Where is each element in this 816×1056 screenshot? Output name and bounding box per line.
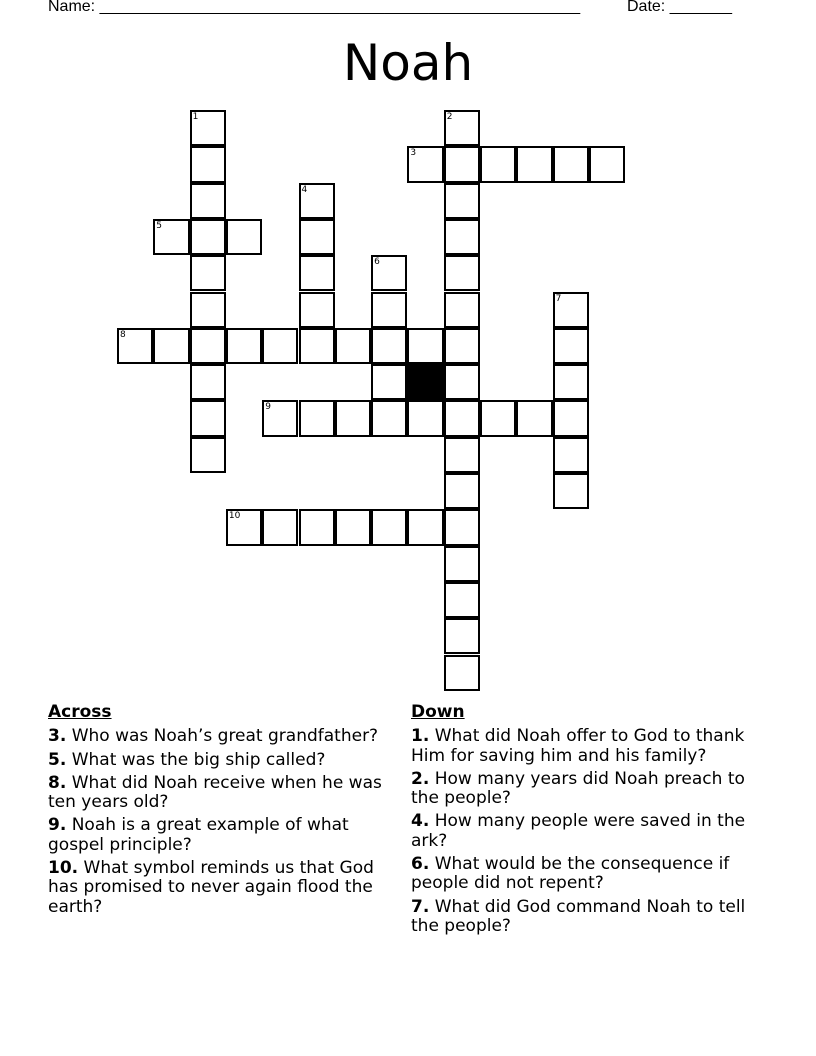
clue-number: 6.: [411, 854, 430, 875]
crossword-cell[interactable]: [335, 400, 371, 436]
crossword-cell[interactable]: [444, 219, 480, 255]
crossword-cell[interactable]: [444, 618, 480, 654]
down-clue: [411, 812, 756, 851]
clue-number-label: 1: [192, 112, 199, 122]
crossword-cell[interactable]: [444, 183, 480, 219]
crossword-cell[interactable]: [553, 364, 589, 400]
crossword-cell[interactable]: [516, 400, 552, 436]
crossword-cell[interactable]: [480, 146, 516, 182]
down-clue: [411, 770, 756, 809]
clue-number-label: 5: [156, 220, 163, 231]
crossword-cell[interactable]: [444, 582, 480, 618]
crossword-cell[interactable]: [335, 509, 371, 545]
down-clue: [411, 855, 756, 894]
crossword-cell[interactable]: [407, 400, 443, 436]
crossword-cell[interactable]: [262, 509, 298, 545]
crossword-cell[interactable]: [190, 292, 226, 328]
crossword-cell[interactable]: [299, 219, 335, 255]
crossword-cell[interactable]: [444, 473, 480, 509]
clue-text: How many people were saved in the ark?: [411, 811, 746, 851]
crossword-cell[interactable]: [153, 328, 189, 364]
crossword-cell[interactable]: [407, 328, 443, 364]
crossword-cell[interactable]: [553, 473, 589, 509]
crossword-cell[interactable]: [553, 400, 589, 436]
crossword-cell[interactable]: [190, 219, 226, 255]
crossword-cell[interactable]: [444, 255, 480, 291]
clue-number-label: 9: [265, 402, 271, 413]
crossword-cell[interactable]: [371, 400, 407, 436]
crossword-cell[interactable]: [299, 509, 335, 545]
clue-number: 4.: [411, 811, 430, 832]
down-heading: Down: [411, 702, 465, 722]
crossword-cell[interactable]: [190, 255, 226, 291]
crossword-cell[interactable]: [553, 146, 589, 182]
across-heading: Across: [48, 702, 112, 722]
date-field: Date: _______: [627, 0, 732, 15]
crossword-cell[interactable]: [299, 328, 335, 364]
crossword-cell[interactable]: [371, 364, 407, 400]
crossword-cell[interactable]: [190, 328, 226, 364]
crossword-cell[interactable]: [262, 328, 298, 364]
crossword-cell[interactable]: [444, 655, 480, 691]
crossword-cell[interactable]: [371, 509, 407, 545]
crossword-cell[interactable]: [553, 437, 589, 473]
clue-number: 5.: [48, 749, 67, 770]
across-clues: [48, 703, 393, 921]
crossword-cell[interactable]: [190, 437, 226, 473]
crossword-cell[interactable]: [444, 292, 480, 328]
clue-text: What did God command Noah to tell the people?: [411, 896, 746, 936]
clue-number: 2.: [411, 768, 430, 789]
clue-number: 9.: [48, 815, 67, 836]
crossword-cell[interactable]: [190, 364, 226, 400]
crossword-cell[interactable]: [444, 146, 480, 182]
clue-number-label: 6: [374, 257, 380, 268]
clue-number: 3.: [48, 726, 67, 747]
clue-text: How many years did Noah preach to the people?: [411, 768, 745, 809]
clue-text: Who was Noah’s great grandfather?: [71, 726, 379, 747]
clue-number-label: 3: [410, 148, 417, 159]
clue-number-label: 4: [301, 184, 308, 195]
across-clue: [48, 774, 393, 813]
down-clue: [411, 727, 756, 766]
crossword-black-cell: [407, 364, 443, 400]
clue-text: What would be the consequence if people did not repent?: [411, 854, 730, 894]
clue-text: What did Noah receive when he was ten years old?: [48, 772, 382, 813]
clue-text: Noah is a great example of what gospel principle?: [48, 815, 349, 855]
crossword-cell[interactable]: [371, 328, 407, 364]
crossword-cell[interactable]: [444, 364, 480, 400]
crossword-cell[interactable]: [553, 328, 589, 364]
crossword-cell[interactable]: [226, 219, 262, 255]
crossword-cell[interactable]: [407, 509, 443, 545]
crossword-cell[interactable]: [444, 400, 480, 436]
clue-number: 1.: [411, 726, 430, 747]
clue-number: 10.: [48, 858, 79, 879]
down-clues: [411, 703, 756, 940]
crossword-cell[interactable]: [444, 546, 480, 582]
across-clue: [48, 816, 393, 855]
clue-number-label: 8: [120, 329, 126, 340]
across-clue: [48, 751, 393, 770]
name-field: Name: ______________________________________________________: [48, 0, 581, 15]
crossword-cell[interactable]: [299, 400, 335, 436]
crossword-cell[interactable]: [190, 400, 226, 436]
clue-text: What was the big ship called?: [71, 749, 326, 770]
crossword-cell[interactable]: [444, 437, 480, 473]
clue-number-label: 2: [446, 112, 453, 122]
across-clue: [48, 727, 393, 746]
crossword-cell[interactable]: [444, 509, 480, 545]
clue-text: What symbol reminds us that God has promised to never again flood the earth?: [48, 858, 374, 917]
clue-number-label: 7: [555, 293, 562, 304]
crossword-cell[interactable]: [190, 146, 226, 182]
crossword-cell[interactable]: [190, 183, 226, 219]
across-clue: [48, 859, 393, 917]
crossword-cell[interactable]: [335, 328, 371, 364]
crossword-cell[interactable]: [226, 328, 262, 364]
clue-text: What did Noah offer to God to thank Him for saving him and his family?: [411, 726, 745, 766]
crossword-cell[interactable]: [480, 400, 516, 436]
clue-number: 8.: [48, 772, 67, 793]
page-title: Noah: [342, 34, 474, 92]
clue-number: 7.: [411, 896, 430, 917]
crossword-cell[interactable]: [299, 292, 335, 328]
crossword-cell[interactable]: [444, 328, 480, 364]
crossword-cell[interactable]: [371, 292, 407, 328]
down-clue: [411, 898, 756, 937]
crossword-cell[interactable]: [516, 146, 552, 182]
crossword-cell[interactable]: [589, 146, 625, 182]
crossword-cell[interactable]: [299, 255, 335, 291]
clue-number-label: 10: [228, 511, 241, 522]
